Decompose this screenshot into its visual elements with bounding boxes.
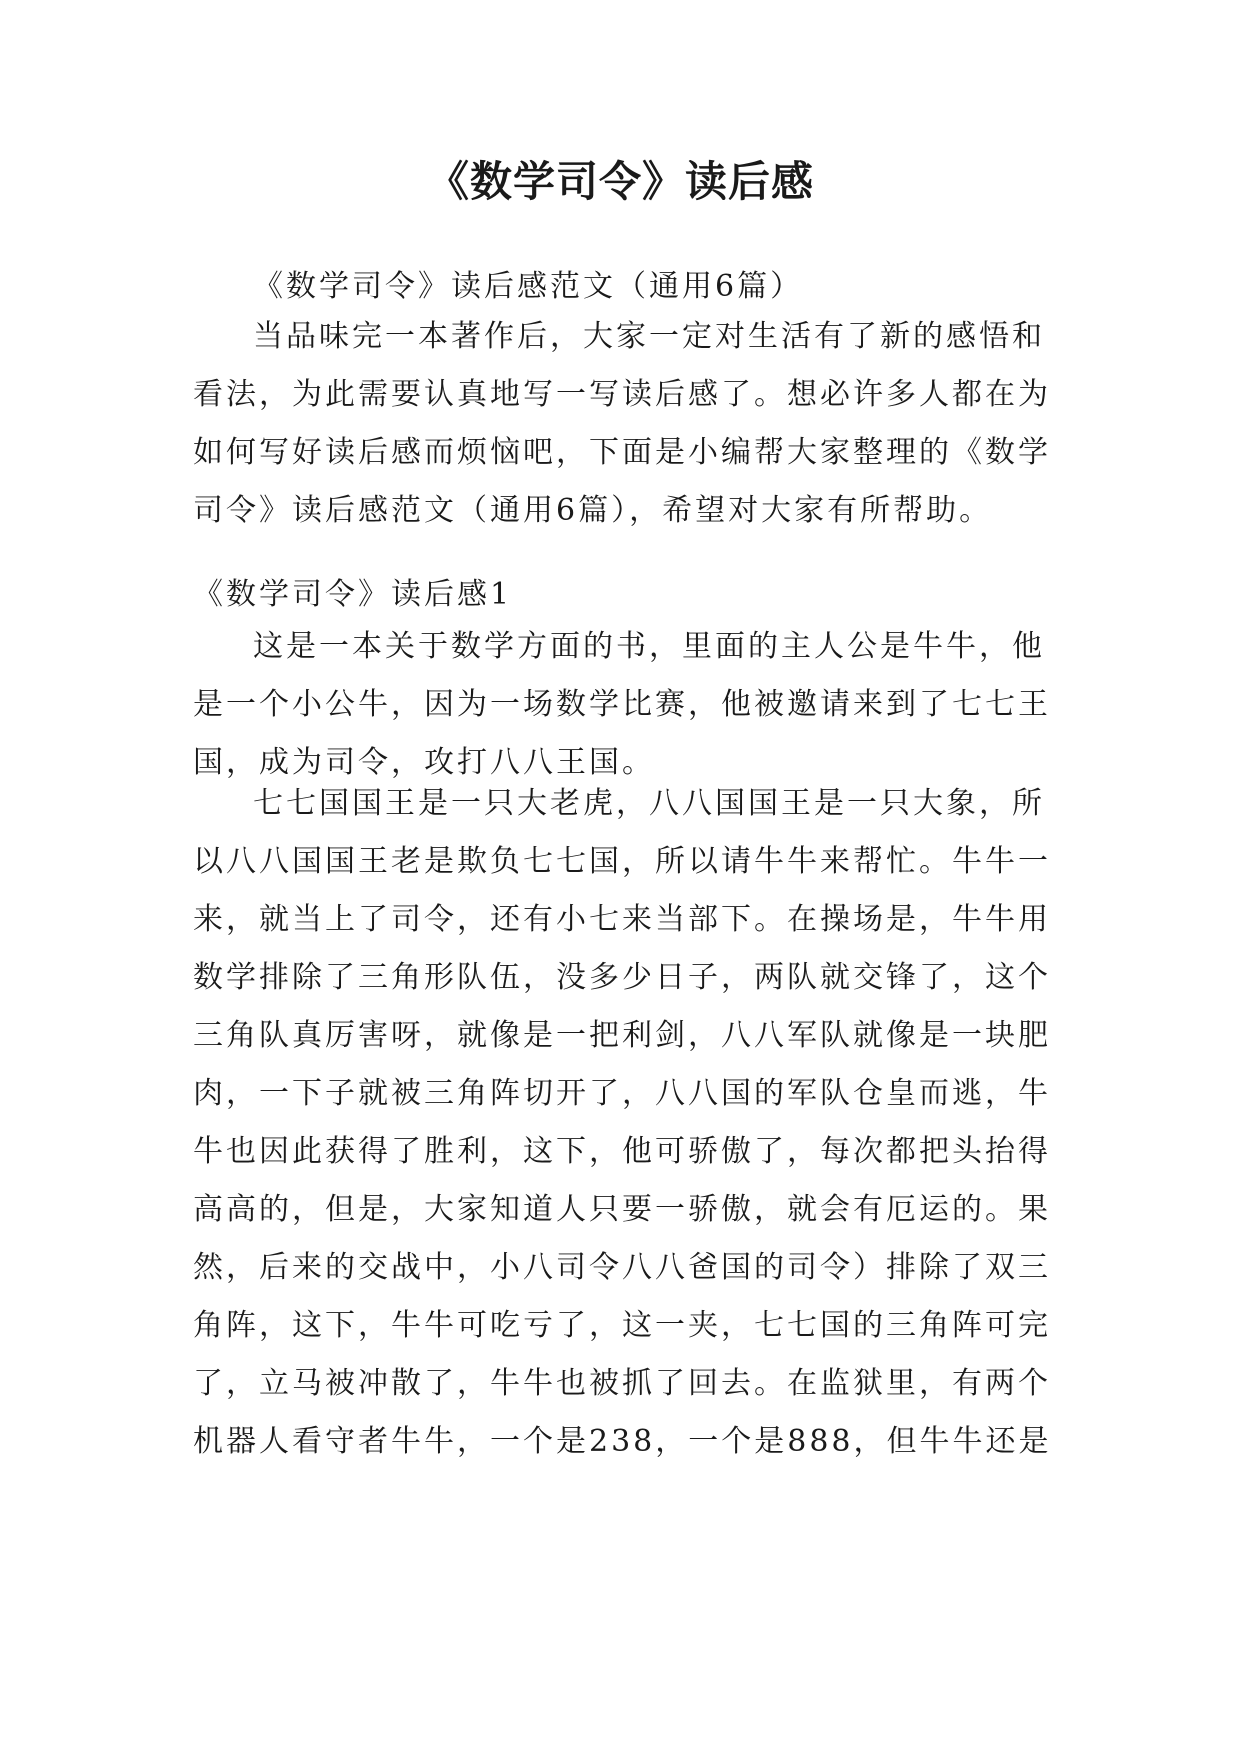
- paragraph-line: 高高的，但是，大家知道人只要一骄傲，就会有厄运的。果: [193, 1192, 1051, 1227]
- paragraph-line: 以八八国国王老是欺负七七国，所以请牛牛来帮忙。牛牛一: [193, 844, 1051, 879]
- paragraph-line: 三角队真厉害呀，就像是一把利剑，八八军队就像是一块肥: [193, 1018, 1051, 1053]
- paragraph-line: 是一个小公牛，因为一场数学比赛，他被邀请来到了七七王: [193, 687, 1051, 722]
- intro-line: 看法，为此需要认真地写一写读后感了。想必许多人都在为: [193, 377, 1051, 412]
- section1-paragraph-2: [193, 775, 1057, 1471]
- paragraph-line: 数学排除了三角形队伍，没多少日子，两队就交锋了，这个: [193, 960, 1051, 995]
- intro-line: 当品味完一本著作后，大家一定对生活有了新的感悟和: [253, 319, 1045, 354]
- subtitle-line: 《数学司令》读后感范文（通用6篇）: [253, 269, 804, 304]
- intro-line: 司令》读后感范文（通用6篇），希望对大家有所帮助。: [193, 493, 993, 528]
- section1-paragraph-1: [193, 618, 1057, 792]
- intro-line: 如何写好读后感而烦恼吧，下面是小编帮大家整理的《数学: [193, 435, 1051, 470]
- paragraph-line: 牛也因此获得了胜利，这下，他可骄傲了，每次都把头抬得: [193, 1134, 1051, 1169]
- paragraph-line: 来，就当上了司令，还有小七来当部下。在操场是，牛牛用: [193, 902, 1051, 937]
- paragraph-line: 这是一本关于数学方面的书，里面的主人公是牛牛，他: [253, 629, 1045, 664]
- paragraph-line: 肉，一下子就被三角阵切开了，八八国的军队仓皇而逃，牛: [193, 1076, 1051, 1111]
- section-heading-text: 《数学司令》读后感1: [193, 577, 513, 612]
- paragraph-line: 了，立马被冲散了，牛牛也被抓了回去。在监狱里，有两个: [193, 1366, 1051, 1401]
- document-title: 《数学司令》读后感: [426, 157, 814, 206]
- paragraph-line: 然，后来的交战中，小八司令八八爸国的司令）排除了双三: [193, 1250, 1051, 1285]
- intro-paragraph: [193, 308, 1057, 540]
- paragraph-line: 角阵，这下，牛牛可吃亏了，这一夹，七七国的三角阵可完: [193, 1308, 1051, 1343]
- section-heading: [193, 566, 1057, 624]
- paragraph-line: 七七国国王是一只大老虎，八八国国王是一只大象，所: [253, 786, 1045, 821]
- paragraph-line: 机器人看守者牛牛，一个是238，一个是888，但牛牛还是: [193, 1424, 1052, 1459]
- paragraph-line: 国，成为司令，攻打八八王国。: [193, 745, 655, 780]
